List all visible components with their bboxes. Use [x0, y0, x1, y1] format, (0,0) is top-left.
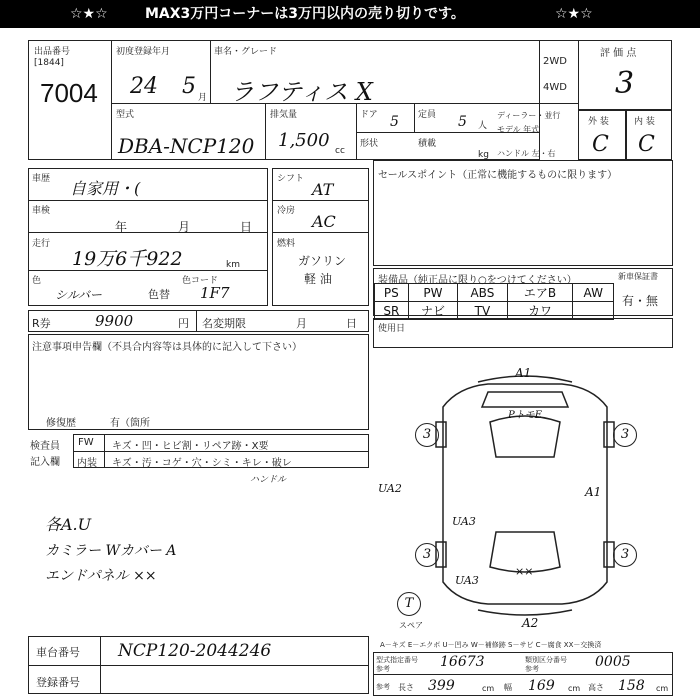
- length-label: 長さ: [398, 683, 414, 692]
- reg-label: 初度登録年月: [116, 47, 171, 57]
- mark-top: A1: [515, 366, 532, 380]
- equip-leather[interactable]: カワ: [507, 302, 573, 320]
- history-value: 自家用・(: [70, 179, 141, 198]
- spare-tire: T: [397, 592, 421, 616]
- model-year-label: モデル 年式: [497, 125, 540, 134]
- equip-airbag[interactable]: エアB: [507, 284, 573, 302]
- equip-sr[interactable]: SR: [375, 302, 409, 320]
- int-items: キズ・汚・コゲ・穴・シミ・キレ・破レ: [112, 458, 292, 469]
- warranty-value: 有・無: [622, 294, 659, 308]
- equip-pw[interactable]: PW: [408, 284, 458, 302]
- disp-value: 1,500: [278, 130, 330, 151]
- windshield-outline: [490, 416, 560, 457]
- type-value: 16673: [440, 654, 485, 670]
- category-label: 類別区分番号: [525, 656, 567, 664]
- record-label: 記入欄: [30, 457, 60, 468]
- mileage-label: 走行: [32, 239, 51, 249]
- mileage-value: 19万6千922: [72, 248, 183, 270]
- fw-label: FW: [78, 437, 94, 448]
- category-value: 0005: [595, 654, 631, 670]
- r-label: R券: [32, 317, 51, 330]
- ac-value: AC: [312, 212, 336, 231]
- r-box: [28, 310, 369, 332]
- category-ref: 参考: [525, 665, 539, 673]
- hw-line-2: カミラー Wカバー A: [45, 543, 177, 559]
- cap-value: 5: [458, 114, 467, 130]
- warranty-label: 新車保証書: [618, 272, 658, 281]
- mark-left-front: UA2: [378, 482, 402, 495]
- tire-rr: 3: [613, 543, 637, 567]
- lot-sub: [1844]: [34, 58, 64, 68]
- hw-line-1: 各A.U: [45, 515, 92, 534]
- drive-2wd: 2WD: [543, 56, 567, 67]
- shift-label: シフト: [277, 174, 305, 184]
- length-unit: cm: [482, 684, 495, 693]
- ext-label: 外 装: [588, 117, 609, 127]
- insp-month: 月: [178, 220, 191, 234]
- dims-ref: 参考: [376, 683, 390, 691]
- mark-rear-glass: ××: [515, 565, 534, 578]
- drive-box: [539, 40, 579, 104]
- cap-unit: 人: [478, 121, 488, 131]
- interior-label: 内装: [77, 458, 97, 469]
- length-value: 399: [428, 678, 455, 694]
- lot-number: 7004: [40, 78, 98, 108]
- color-label: 色: [32, 276, 42, 286]
- banner-stars-right: ☆★☆: [555, 6, 593, 22]
- r-yen: 円: [178, 317, 189, 330]
- banner-text: MAX3万円コーナーは3万円以内の売り切りです。: [145, 6, 465, 22]
- legend-text: A－キズ E－エクボ U－凹み W－補修跡 S－サビ C－腐食 XX－交換済: [380, 641, 602, 649]
- tire-fr: 3: [613, 423, 637, 447]
- notes-label: 注意事項申告欄（不具合内容等は具体的に記入して下さい）: [32, 342, 302, 353]
- shape-label: 形状: [360, 139, 379, 149]
- grade-value: 3: [615, 66, 635, 101]
- type-label: 型式指定番号: [376, 656, 418, 664]
- tire-rl: 3: [415, 543, 439, 567]
- rear-bumper-outline: [478, 610, 572, 615]
- repair-label: 修復歴: [46, 418, 76, 429]
- equip-abs[interactable]: ABS: [458, 284, 507, 302]
- history-label: 車歴: [32, 174, 51, 184]
- equip-tv[interactable]: TV: [458, 302, 507, 320]
- hood-outline: [482, 392, 568, 407]
- fuel-label: 燃料: [277, 239, 296, 249]
- insp-day: 日: [240, 220, 253, 234]
- equip-ps[interactable]: PS: [375, 284, 409, 302]
- model-value: DBA-NCP120: [118, 134, 255, 158]
- door-label: ドア: [360, 110, 378, 120]
- color-code-label: 色コード: [182, 276, 219, 286]
- model-label: 型式: [116, 110, 135, 120]
- km-unit: km: [226, 260, 240, 270]
- width-value: 169: [528, 678, 555, 694]
- drive-4wd: 4WD: [543, 82, 567, 93]
- width-unit: cm: [568, 684, 581, 693]
- equip-navi[interactable]: ナビ: [408, 302, 458, 320]
- fw-items: キズ・凹・ヒビ割・リペア跡・X要: [112, 441, 269, 452]
- name-label: 車名・グレード: [214, 47, 278, 57]
- color-change-label: 色替: [148, 288, 170, 301]
- fuel-value: ガソリン: [298, 254, 347, 268]
- type-ref: 参考: [376, 665, 390, 673]
- car-name: ラフティス X: [230, 78, 373, 106]
- inspector-label: 検査員: [30, 441, 60, 452]
- mark-left-rear: UA3: [455, 574, 479, 587]
- mark-left-mid: UA3: [452, 515, 476, 528]
- spare-label: スペア: [399, 621, 423, 630]
- nc-month: 月: [296, 317, 307, 330]
- equip-label: 装備品（純正品に限り○をつけてください）: [378, 275, 577, 286]
- remark-small: ハンドル: [250, 475, 287, 485]
- handle-label: ハンドル 左・右: [497, 149, 556, 158]
- mark-windshield: PトモE: [508, 410, 543, 421]
- r-value: 9900: [95, 312, 134, 330]
- repair-value: 有（箇所: [110, 418, 150, 429]
- door-value: 5: [390, 114, 399, 130]
- disp-unit: cc: [335, 146, 345, 156]
- ac-label: 冷房: [277, 206, 296, 216]
- lot-label: 出品番号: [34, 47, 71, 57]
- chassis-value: NCP120-2044246: [118, 641, 272, 661]
- height-unit: cm: [656, 684, 669, 693]
- reg-number-label: 登録番号: [36, 676, 80, 689]
- equip-aw[interactable]: AW: [573, 284, 614, 302]
- shift-value: AT: [312, 180, 334, 199]
- grade-label: 評 価 点: [600, 48, 637, 59]
- height-label: 高さ: [588, 683, 604, 692]
- mark-right-side: A1: [585, 485, 602, 499]
- height-value: 158: [618, 678, 645, 694]
- banner: [0, 0, 700, 28]
- dealer-label: ディーラー・並行: [497, 111, 561, 120]
- width-label: 幅: [504, 683, 512, 692]
- chassis-label: 車台番号: [36, 646, 80, 659]
- inspection-label: 車検: [32, 206, 51, 216]
- int-label: 内 装: [634, 117, 655, 127]
- user-label: 使用日: [378, 324, 406, 334]
- sales-label: セールスポイント（正常に機能するものに限ります）: [378, 170, 618, 181]
- cap-label: 定員: [418, 110, 437, 120]
- int-value: C: [638, 132, 655, 157]
- hw-line-3: エンドパネル ××: [45, 568, 157, 584]
- fuel-alt: 軽 油: [304, 272, 332, 286]
- nc-day: 日: [346, 317, 357, 330]
- color-value: シルバー: [55, 288, 102, 302]
- banner-stars-left: ☆★☆: [70, 6, 108, 22]
- load-unit: kg: [478, 150, 489, 160]
- mark-bottom: A2: [522, 616, 539, 630]
- reg-month: 5: [182, 74, 196, 99]
- reg-year: 24: [130, 74, 158, 99]
- user-box: [373, 318, 673, 348]
- load-label: 積載: [418, 139, 437, 149]
- reg-month-unit: 月: [198, 93, 208, 103]
- name-change-label: 名変期限: [202, 317, 246, 330]
- tire-fl: 3: [415, 423, 439, 447]
- disp-label: 排気量: [270, 110, 298, 120]
- insp-year: 年: [115, 220, 128, 234]
- color-code-value: 1F7: [200, 284, 230, 302]
- ext-value: C: [592, 132, 609, 157]
- car-diagram: [378, 362, 672, 622]
- equip-grid: [374, 283, 614, 320]
